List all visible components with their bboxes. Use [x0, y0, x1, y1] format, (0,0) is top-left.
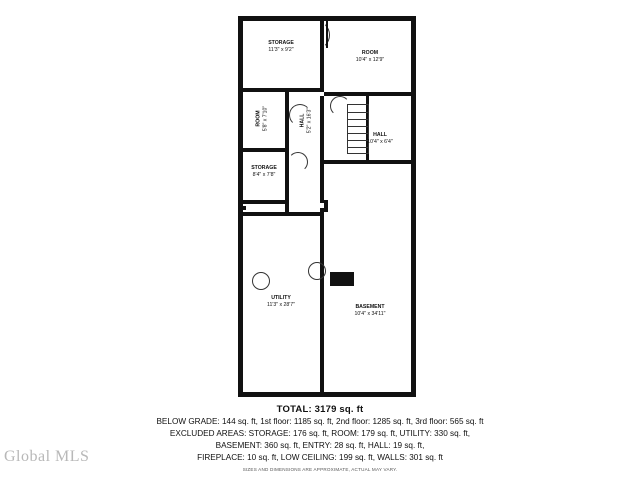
- wall-hall-right-bottom: [324, 160, 416, 164]
- room-dimension: 11'3" x 28'7": [266, 301, 296, 308]
- room-label-hall-2: [350, 132, 410, 145]
- watermark-logo: Global MLS: [4, 448, 90, 465]
- total-area: TOTAL: 3179 sq. ft: [276, 404, 364, 415]
- wall-small-room-bottom: [238, 148, 287, 152]
- room-name: HALL: [299, 113, 306, 128]
- furnace-icon: [308, 262, 326, 280]
- summary-line-1: BELOW GRADE: 144 sq. ft, 1st floor: 1185 sq. ft, 2nd floor: 1285 sq. ft, 3rd floor: 565 sq. ft: [156, 417, 484, 426]
- room-name: HALL: [373, 132, 387, 138]
- room-label-hall-1: [300, 97, 313, 145]
- summary-line-4: FIREPLACE: 10 sq. ft, LOW CEILING: 199 sq. ft, WALLS: 301 sq. ft: [197, 452, 443, 462]
- wall-storage2-bottom: [238, 200, 289, 204]
- room-dimension: 10'4" x 6'4": [367, 138, 393, 145]
- room-name: STORAGE: [268, 40, 294, 46]
- door-leaf-storage: [326, 20, 328, 48]
- wall-stub-left: [238, 206, 246, 210]
- wall-vertical-center-mid: [320, 96, 324, 203]
- room-dimension: 5'8" x 7'10": [262, 105, 268, 132]
- disclaimer-note: SIZES AND DIMENSIONS ARE APPROXIMATE, ACTUAL MAY VARY.: [242, 466, 398, 472]
- room-label-storage-1: [246, 40, 316, 53]
- room-label-room-1: [330, 50, 410, 63]
- room-label-room-2: [256, 95, 269, 143]
- room-label-storage-2: [240, 165, 288, 178]
- room-name: STORAGE: [251, 165, 277, 171]
- room-dimension: 11'3" x 9'2": [268, 46, 294, 53]
- wall-right: [411, 16, 416, 397]
- room-name: ROOM: [361, 50, 379, 56]
- summary-line-2: EXCLUDED AREAS: STORAGE: 176 sq. ft, ROOM: 179 sq. ft, UTILITY: 330 sq. ft,: [169, 428, 471, 438]
- wall-vertical-center-lower: [320, 208, 324, 397]
- room-name: ROOM: [255, 110, 262, 127]
- room-name: UTILITY: [271, 295, 291, 301]
- door-arc-storage2: [288, 152, 308, 172]
- wall-hall-left-edge: [285, 204, 289, 214]
- room-dimension: 10'4" x 12'9": [355, 56, 385, 63]
- fireplace-block: [330, 272, 354, 286]
- wall-storage-top-bottom: [238, 88, 324, 92]
- wall-bottom: [238, 392, 416, 397]
- wall-utility-top: [238, 212, 324, 216]
- area-summary: [0, 404, 640, 472]
- room-dimension: 10'4" x 34'11": [354, 310, 386, 317]
- room-dimension: 5'2" x 16'3": [306, 107, 312, 134]
- water-heater-icon: [252, 272, 270, 290]
- wall-right-notch: [324, 200, 328, 212]
- summary-line-3: BASEMENT: 360 sq. ft, ENTRY: 28 sq. ft, HALL: 19 sq. ft,: [215, 440, 425, 450]
- room-dimension: 8'4" x 7'8": [252, 171, 276, 178]
- staircase: [347, 104, 369, 154]
- room-label-utility: [246, 295, 316, 308]
- room-name: BASEMENT: [355, 304, 385, 310]
- wall-room-hall-divider: [285, 92, 289, 152]
- room-label-basement: [330, 304, 410, 317]
